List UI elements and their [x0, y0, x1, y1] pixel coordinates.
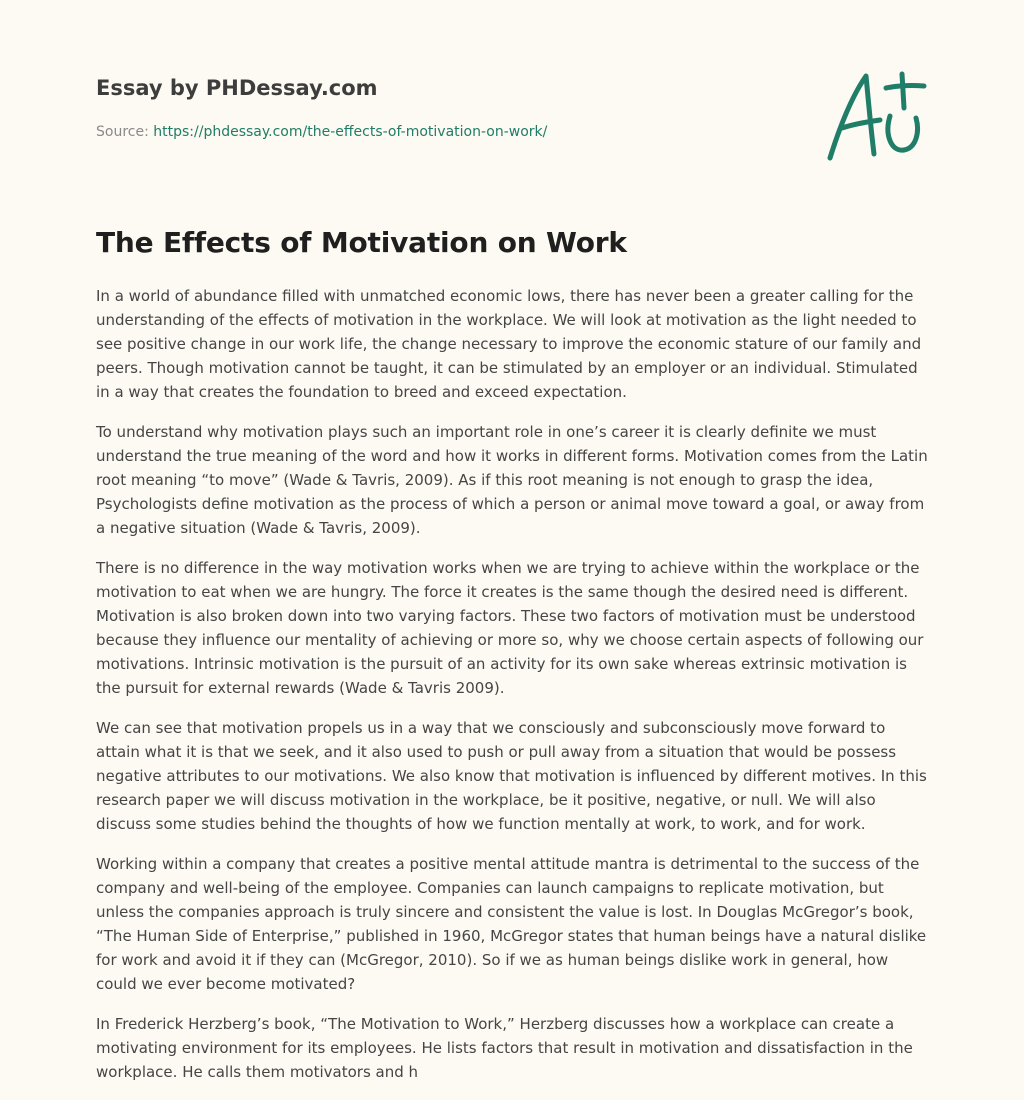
essay-paragraph: To understand why motivation plays such an important role in one’s career it is clearly definite we must understand the true meaning of the word and how it works in different forms. Motivation comes from the Latin root meaning “to move” (Wade & Tavris, 2009). As if this root meaning is not enough to grasp the idea, Psychologists define motivation as the process of which a person or animal move toward a goal, or away from a negative situation (Wade & Tavris, 2009). — [96, 423, 928, 537]
source-label: Source: — [96, 124, 154, 140]
essay-paragraph: In Frederick Herzberg’s book, “The Motivation to Work,” Herzberg discusses how a workplace can create a motivating environment for its employees. He lists factors that result in motivation and dissatisfaction in the workplace. He calls them motivators and h — [96, 1015, 913, 1081]
essay-title: The Effects of Motivation on Work — [96, 226, 627, 259]
essay-paragraph: Working within a company that creates a positive mental attitude mantra is detrimental to the success of the company and well-being of the employee. Companies can launch campaigns to replicate motivation, but unless the companies approach is truly sincere and consistent the value is lost. In Douglas McGregor’s book, “The Human Side of Enterprise,” published in 1960, McGregor states that human beings have a natural dislike for work and avoid it if they can (McGregor, 2010). So if we as human beings dislike work in general, how could we ever become motivated? — [96, 855, 927, 993]
a-plus-logo-icon — [820, 66, 930, 166]
essay-body — [96, 284, 932, 1100]
source-line — [96, 124, 547, 140]
source-link[interactable]: https://phdessay.com/the-effects-of-motivation-on-work/ — [153, 124, 548, 140]
site-title: Essay by PHDessay.com — [96, 76, 378, 100]
essay-paragraph: In a world of abundance filled with unmatched economic lows, there has never been a greater calling for the understanding of the effects of motivation in the workplace. We will look at motivation as the light needed to see positive change in our work life, the change necessary to improve the economic stature of our family and peers. Though motivation cannot be taught, it can be stimulated by an employer or an individual. Stimulated in a way that creates the foundation to breed and exceed expectation. — [96, 287, 922, 401]
essay-paragraph: There is no difference in the way motivation works when we are trying to achieve within the workplace or the motivation to eat when we are hungry. The force it creates is the same though the desired need is different. Motivation is also broken down into two varying factors. These two factors of motivation must be understood because they influence our mentality of achieving or more so, why we choose certain aspects of following our motivations. Intrinsic motivation is the pursuit of an activity for its own sake whereas extrinsic motivation is the pursuit for external rewards (Wade & Tavris 2009). — [96, 559, 924, 697]
essay-paragraph: We can see that motivation propels us in a way that we consciously and subconsciously move forward to attain what it is that we seek, and it also used to push or pull away from a situation that would be possess negative attributes to our motivations. We also know that motivation is influenced by different motives. In this research paper we will discuss motivation in the workplace, be it positive, negative, or null. We will also discuss some studies behind the thoughts of how we function mentally at work, to work, and for work. — [96, 719, 927, 833]
